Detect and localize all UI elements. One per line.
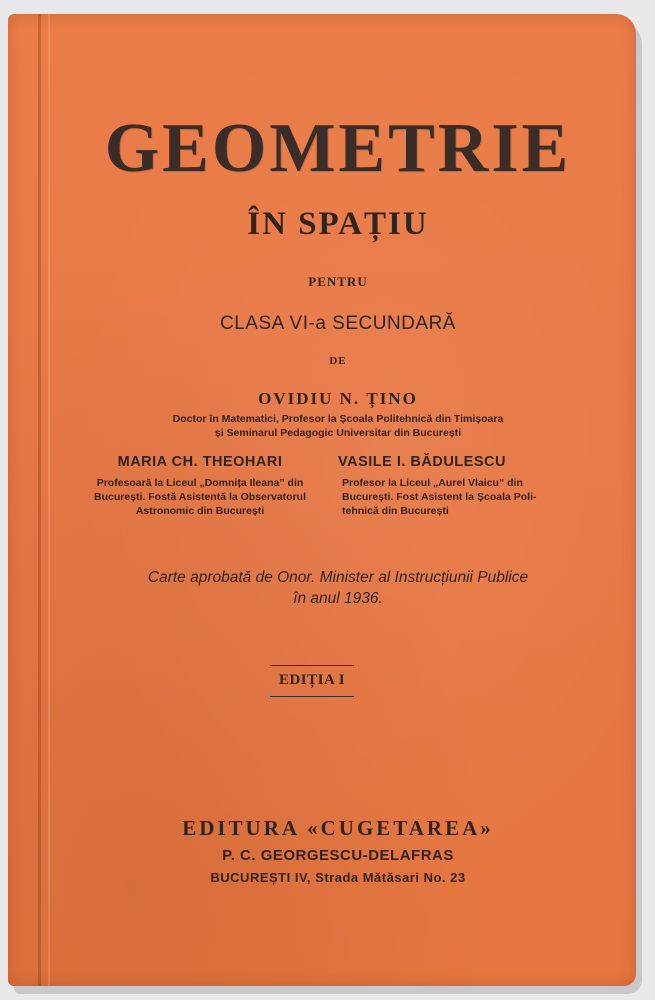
book-title: GEOMETRIE: [104, 110, 572, 187]
coauthor-right-desc-line: București. Fost Asistent la Școala Poli-: [342, 491, 537, 503]
coauthor-left: [90, 454, 310, 518]
coauthor-left-description: [90, 476, 310, 518]
for-label: PENTRU: [308, 274, 368, 289]
edition-box: [270, 665, 354, 697]
class-label: CLASA VI-a SECUNDARĂ: [220, 313, 456, 334]
coauthor-right-description: [338, 476, 548, 518]
coauthor-left-name: MARIA CH. THEOHARI: [117, 454, 283, 470]
publisher-name: EDITURA «CUGETAREA»: [182, 816, 494, 840]
coauthor-right-desc-line: Profesor la Liceul „Aurel Vlaicu” din: [342, 477, 523, 489]
approval-line: Carte aprobată de Onor. Minister al Instrucțiunii Publice: [147, 569, 529, 586]
coauthor-left-desc-line: București. Fostă Asistentă la Observatorul: [93, 491, 306, 503]
coauthor-right-name: VASILE I. BĂDULESCU: [338, 454, 506, 470]
main-author-desc-line: și Seminarul Pedagogic Universitar din București: [214, 427, 462, 439]
book-subtitle: ÎN SPAȚIU: [247, 206, 429, 242]
approval-line: în anul 1936.: [293, 590, 383, 607]
main-author-description: [38, 412, 636, 440]
main-author-name: OVIDIU N. ȚINO: [258, 389, 418, 408]
publisher-owner: P. C. GEORGESCU-DELAFRAS: [222, 847, 454, 864]
book-cover: [8, 14, 636, 986]
edition-label: EDIȚIA I: [278, 672, 346, 688]
approval-note: [38, 567, 636, 609]
by-label: DE: [329, 355, 347, 367]
coauthor-left-desc-line: Astronomic din București: [135, 505, 265, 517]
coauthor-left-desc-line: Profesoară la Liceul „Domnița Ileana” din: [96, 477, 304, 489]
coauthor-right-desc-line: tehnică din București: [342, 505, 449, 517]
publisher-address: BUCUREȘTI IV, Strada Mătăsari No. 23: [210, 870, 466, 885]
edition-rule-bottom: [270, 696, 354, 697]
main-author-desc-line: Doctor în Matematici, Profesor la Școala Politehnică din Timișoara: [172, 413, 504, 425]
coauthor-right: [338, 454, 548, 518]
